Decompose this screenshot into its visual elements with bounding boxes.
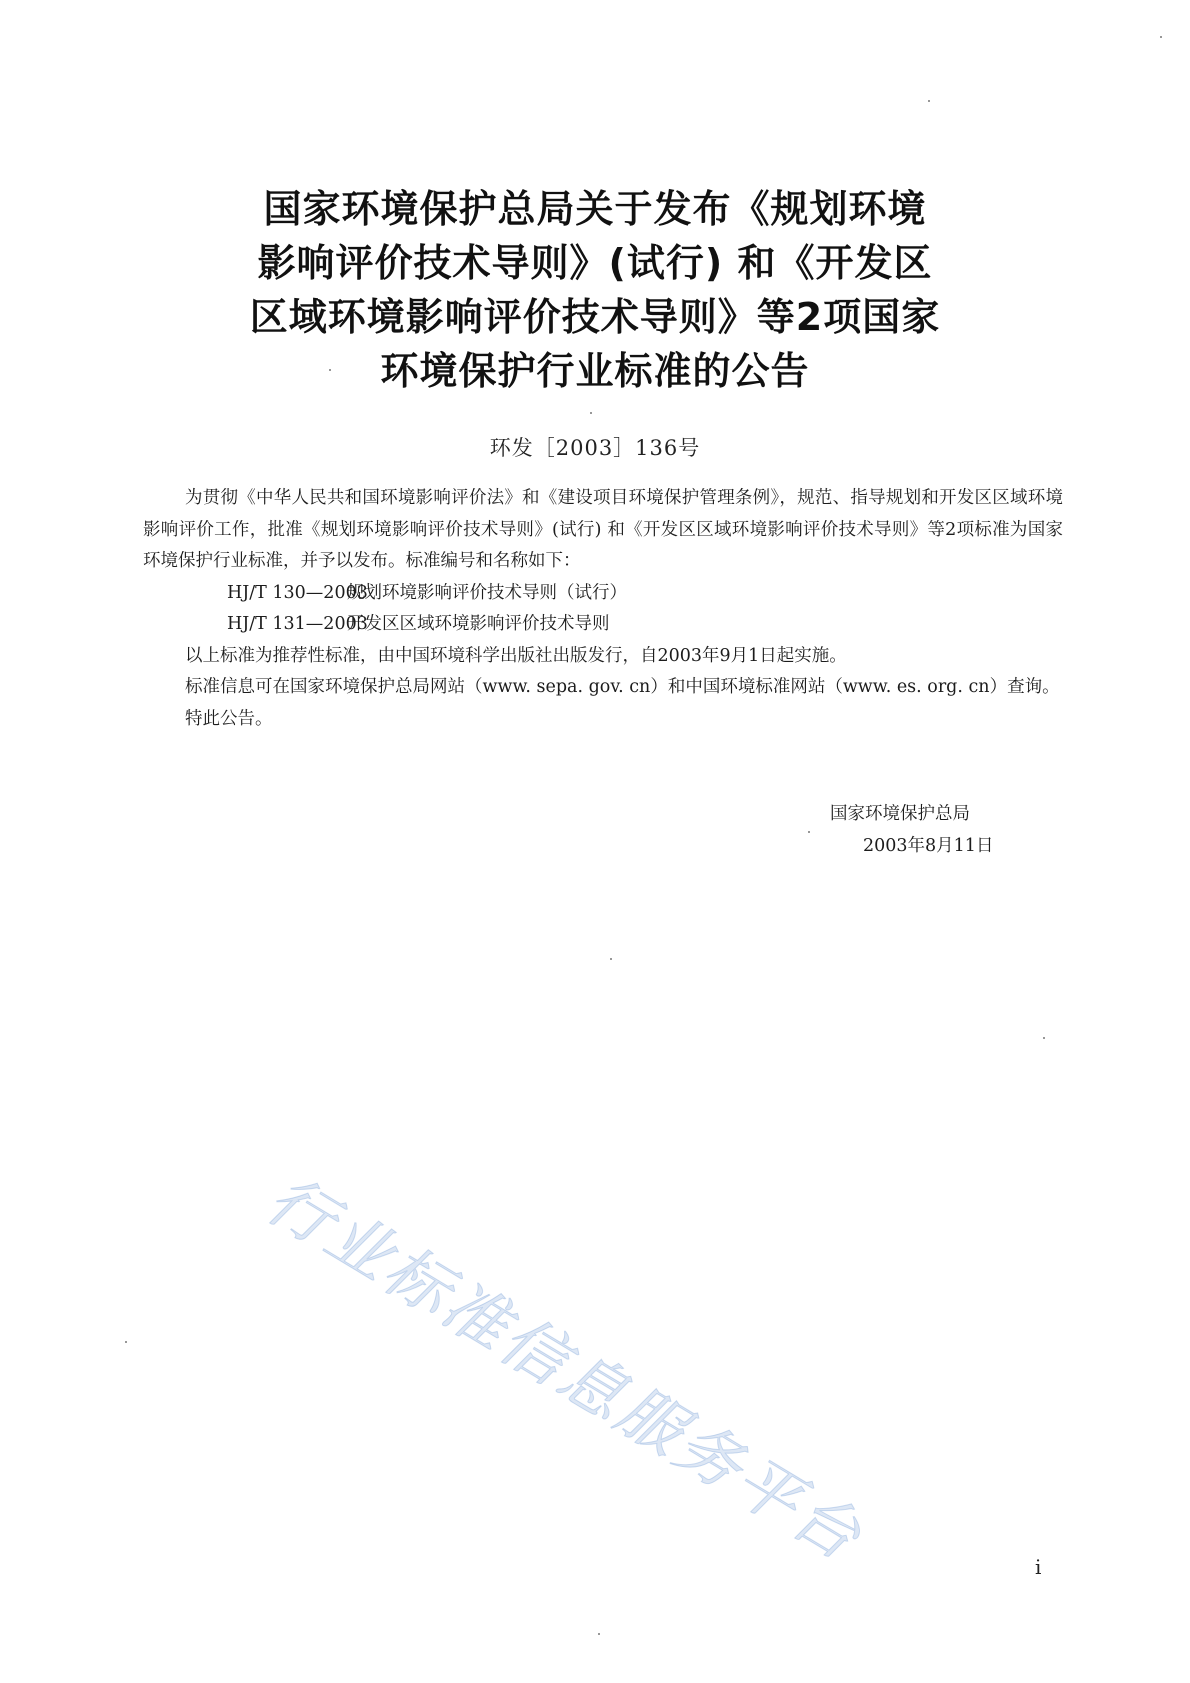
document-number: 环发［2003］136号 — [489, 436, 701, 460]
scan-speck — [928, 100, 930, 102]
scan-speck — [1160, 36, 1162, 38]
standard-item — [143, 578, 1063, 610]
paragraph-implementation: 以上标准为推荐性标准，由中国环境科学出版社出版发行，自2003年9月1日起实施。 — [185, 645, 847, 666]
watermark: 行业标准信息服务平台 — [254, 1162, 876, 1577]
standard-name: 规划环境影响评价技术导则（试行） — [347, 582, 627, 603]
issuing-organization: 国家环境保护总局 — [830, 804, 970, 824]
paragraph-intro: 为贯彻《中华人民共和国环境影响评价法》和《建设项目环境保护管理条例》，规范、指导规划和开发区区域环境影响评价工作，批准《规划环境影响评价技术导则》(试行) 和《开发区区域环境影响评价技术导则》等2项标准为国家环境保护行业标准，并予以发布。标准编号和名称如下： — [143, 488, 1063, 571]
standard-code: HJ/T 131—2003 — [227, 614, 368, 634]
signature-block — [830, 798, 993, 862]
scan-speck — [125, 1341, 127, 1343]
paragraph-websites: 标准信息可在国家环境保护总局网站（www. sepa. gov. cn）和中国环境标准网站（www. es. org. cn）查询。 — [185, 677, 1060, 697]
standard-item — [143, 609, 1063, 641]
title-line-2: 影响评价技术导则》(试行) 和《开发区 — [257, 241, 933, 285]
standard-code: HJ/T 130—2003 — [227, 582, 368, 603]
title-line-3: 区域环境影响评价技术导则》等2项国家 — [249, 295, 941, 339]
title-line-1: 国家环境保护总局关于发布《规划环境 — [263, 187, 927, 231]
paragraph-closing: 特此公告。 — [185, 708, 273, 729]
scan-speck — [808, 831, 810, 833]
scan-speck — [1043, 1037, 1045, 1039]
title-line-4: 环境保护行业标准的公告 — [380, 349, 810, 393]
announcement-body — [143, 483, 1063, 735]
scan-speck — [610, 958, 612, 960]
scan-speck — [598, 1633, 600, 1635]
issue-date: 2003年8月11日 — [863, 836, 994, 856]
scan-speck — [590, 412, 592, 414]
page-number: i — [1035, 1555, 1042, 1579]
page-title — [180, 182, 1010, 398]
scan-speck — [329, 369, 331, 371]
standard-name: 开发区区域环境影响评价技术导则 — [347, 614, 610, 634]
